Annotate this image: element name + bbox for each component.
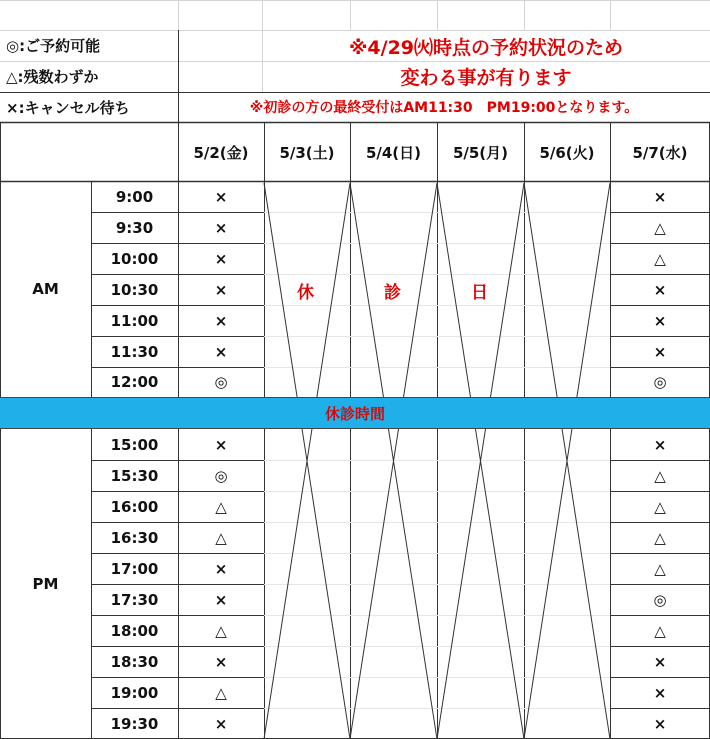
time-slot: 9:30 [115, 218, 154, 237]
slot-status: × [653, 187, 667, 206]
date-header: 5/7(水) [632, 143, 688, 162]
break-label: 休診時間 [324, 404, 385, 423]
slot-status: △ [654, 559, 666, 578]
slot-status: × [214, 311, 228, 330]
time-slot: 16:00 [110, 497, 159, 516]
slot-status: × [214, 714, 228, 733]
pm-label: PM [32, 575, 59, 593]
slot-status: △ [654, 249, 666, 268]
time-slot: 17:30 [110, 590, 159, 609]
slot-status: × [653, 311, 667, 330]
slot-status: ◎ [653, 373, 667, 391]
notice-line-2: 変わる事が有ります [400, 66, 572, 89]
slot-status: × [653, 652, 667, 671]
holiday-char: 診 [384, 283, 401, 303]
holiday-char: 休 [297, 283, 314, 303]
notice-line-1: ※4/29㈫時点の予約状況のため [348, 36, 624, 59]
time-slot: 10:00 [110, 249, 159, 268]
slot-status: △ [654, 621, 666, 640]
time-slot: 19:30 [110, 714, 159, 733]
slot-status: △ [215, 621, 227, 640]
slot-status: △ [215, 528, 227, 547]
time-slot: 15:30 [110, 466, 159, 485]
time-slot: 11:30 [110, 342, 159, 361]
slot-status: × [214, 559, 228, 578]
time-slot: 17:00 [110, 559, 159, 578]
time-slot: 18:30 [110, 652, 159, 671]
slot-status: × [653, 435, 667, 454]
time-slot: 19:00 [110, 683, 159, 702]
slot-status: △ [654, 528, 666, 547]
slot-status: × [214, 249, 228, 268]
slot-status: ◎ [653, 590, 667, 609]
slot-status: △ [654, 466, 666, 485]
date-header: 5/6(火) [539, 143, 595, 162]
slot-status: △ [654, 218, 666, 237]
slot-status: × [214, 435, 228, 454]
time-slot: 12:00 [110, 373, 159, 391]
time-slot: 11:00 [110, 311, 159, 330]
legend-few-left: △:残数わずか [6, 67, 99, 86]
date-header: 5/4(日) [365, 143, 422, 162]
slot-status: × [653, 714, 667, 733]
slot-status: △ [215, 497, 227, 516]
time-slot: 10:30 [110, 280, 159, 299]
date-header: 5/2(金) [193, 143, 249, 162]
slot-status: × [653, 683, 667, 702]
legend-available: ◎:ご予約可能 [6, 36, 101, 55]
slot-status: ◎ [214, 466, 228, 485]
slot-status: × [214, 187, 228, 206]
time-slot: 15:00 [110, 435, 159, 454]
time-slot: 18:00 [110, 621, 159, 640]
time-slot: 9:00 [115, 187, 154, 206]
slot-status: × [653, 342, 667, 361]
slot-status: ◎ [214, 373, 228, 391]
holiday-char: 日 [471, 283, 488, 303]
legend-waitlist: ×:キャンセル待ち [6, 98, 130, 117]
slot-status: × [653, 280, 667, 299]
date-header: 5/3(土) [279, 143, 335, 162]
break-band [0, 397, 710, 429]
slot-status: × [214, 342, 228, 361]
am-label: AM [32, 280, 59, 298]
slot-status: △ [654, 497, 666, 516]
time-slot: 16:30 [110, 528, 159, 547]
notice-line-3: ※初診の方の最終受付はAM11:30 PM19:00となります。 [249, 100, 639, 116]
slot-status: △ [215, 683, 227, 702]
slot-status: × [214, 652, 228, 671]
slot-status: × [214, 280, 228, 299]
slot-status: × [214, 218, 228, 237]
slot-status: × [214, 590, 228, 609]
date-header: 5/5(月) [452, 143, 509, 162]
